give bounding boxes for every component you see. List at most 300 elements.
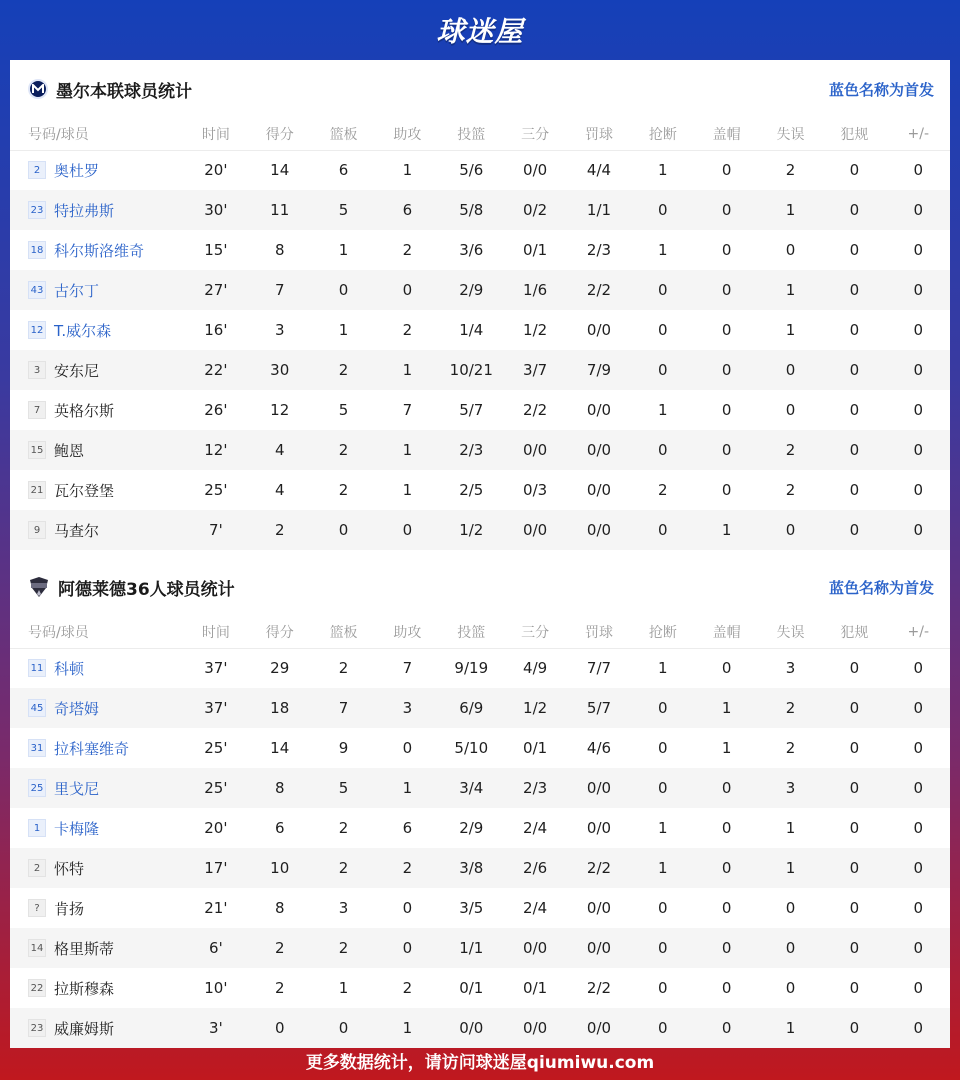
stat-cell: 0: [721, 899, 732, 917]
column-header[interactable]: 篮板: [329, 126, 358, 143]
stat-cell: 22': [204, 361, 228, 379]
stat-cell: 0: [721, 321, 732, 339]
stat-cell: 0: [721, 361, 732, 379]
stat-cell: 4: [274, 481, 285, 499]
stat-cell: 15': [204, 241, 228, 259]
jersey-number: 9: [28, 521, 46, 539]
table-row[interactable]: [10, 350, 950, 390]
stat-cell: 0/0: [523, 521, 548, 539]
table-row[interactable]: [10, 888, 950, 928]
stat-cell: 8: [274, 899, 285, 917]
jersey-number: 45: [28, 699, 46, 717]
table-row[interactable]: [10, 968, 950, 1008]
stat-cell: 1/2: [523, 699, 548, 717]
stat-cell: 8: [274, 241, 285, 259]
stat-cell: 2: [274, 939, 285, 957]
stats-card: [10, 60, 950, 1040]
stat-cell: 0: [658, 441, 668, 459]
stat-cell: 0: [721, 241, 732, 259]
stat-cell: 0: [849, 659, 860, 678]
stat-cell: 0: [913, 779, 924, 797]
stat-cell: 21': [204, 899, 228, 917]
stat-cell: 6': [209, 939, 223, 957]
table-row[interactable]: [10, 390, 950, 430]
stat-cell: 2/2: [586, 859, 612, 877]
column-header[interactable]: 投篮: [457, 624, 486, 641]
stat-cell: 1: [338, 321, 349, 339]
stat-cell: 14: [270, 161, 290, 180]
stat-cell: 2/4: [523, 899, 548, 917]
table-row[interactable]: [10, 848, 950, 888]
stat-cell: 0/0: [586, 939, 612, 957]
player-name[interactable]: 卡梅隆: [54, 819, 100, 838]
player-cell[interactable]: [10, 230, 184, 270]
column-header[interactable]: 投篮: [457, 126, 486, 143]
stat-cell: 1: [338, 979, 349, 997]
table-row[interactable]: [10, 230, 950, 270]
stat-cell: 1/4: [459, 321, 484, 339]
stat-cell: 7: [274, 281, 285, 299]
stat-cell: 1: [658, 659, 668, 678]
table-row[interactable]: [10, 270, 950, 310]
player-name[interactable]: 鲍恩: [54, 441, 85, 460]
stat-cell: 0: [913, 241, 924, 259]
stat-cell: 30': [204, 201, 228, 219]
stat-cell: 29: [270, 659, 290, 678]
stat-cell: 5/7: [459, 401, 484, 419]
stat-cell: 6: [338, 161, 349, 180]
stat-cell: 2/2: [586, 979, 612, 997]
stat-cell: 2: [338, 939, 349, 957]
stat-cell: 2: [402, 241, 413, 259]
stat-cell: 2: [338, 859, 349, 877]
stat-cell: 0: [785, 979, 796, 997]
stat-cell: 25': [204, 481, 228, 499]
stat-cell: 0/0: [523, 1019, 548, 1037]
player-cell[interactable]: [10, 470, 184, 510]
jersey-number: 7: [28, 401, 46, 419]
stat-cell: 0: [338, 281, 349, 299]
stat-cell: 2: [785, 699, 796, 717]
stat-cell: 1/1: [459, 939, 484, 957]
stat-cell: 0: [658, 779, 668, 797]
table-row[interactable]: [10, 430, 950, 470]
jersey-number: ?: [28, 899, 46, 917]
stat-cell: 3: [402, 699, 413, 717]
player-name[interactable]: 瓦尔登堡: [54, 481, 115, 500]
table-row[interactable]: [10, 150, 950, 190]
stat-cell: 1: [785, 321, 796, 339]
stat-cell: 2: [338, 819, 349, 837]
player-name[interactable]: 格里斯蒂: [54, 939, 115, 958]
player-name[interactable]: 里戈尼: [54, 779, 100, 798]
stat-cell: 0: [849, 521, 860, 539]
column-header[interactable]: +/-: [907, 125, 930, 142]
stat-cell: 3/5: [459, 899, 484, 917]
stat-cell: 0: [913, 441, 924, 459]
stat-cell: 1: [402, 361, 413, 379]
column-header[interactable]: +/-: [907, 623, 930, 640]
column-header[interactable]: 失误: [776, 624, 805, 641]
stat-cell: 7: [402, 659, 413, 678]
stat-cell: 0/2: [523, 201, 548, 219]
table-row[interactable]: [10, 648, 950, 688]
stat-cell: 0: [913, 819, 924, 837]
column-header[interactable]: 助攻: [393, 126, 422, 143]
stat-cell: 0: [658, 361, 668, 379]
starter-note: 蓝色名称为首发: [828, 80, 934, 99]
stat-cell: 0/0: [586, 401, 612, 419]
stat-cell: 10/21: [449, 361, 493, 379]
stat-cell: 0: [402, 281, 413, 299]
player-cell[interactable]: [10, 968, 184, 1008]
stat-cell: 2: [338, 361, 349, 379]
column-header[interactable]: 时间: [201, 624, 230, 641]
stat-cell: 2: [274, 521, 285, 539]
stat-cell: 0/0: [586, 779, 612, 797]
stat-cell: 1: [785, 1019, 796, 1037]
column-header[interactable]: 三分: [521, 624, 550, 641]
adelaide-36ers-logo-icon: [28, 577, 50, 597]
stat-cell: 20': [204, 819, 228, 837]
stat-cell: 0: [402, 739, 413, 757]
stat-cell: 0: [721, 819, 732, 837]
stat-cell: 0: [913, 281, 924, 299]
stat-cell: 14: [270, 739, 290, 757]
stat-cell: 0: [721, 281, 732, 299]
player-name[interactable]: 奇塔姆: [54, 699, 100, 718]
stat-cell: 0: [913, 361, 924, 379]
stat-cell: 1/6: [523, 281, 548, 299]
player-name[interactable]: 拉斯穆森: [54, 979, 115, 998]
column-header[interactable]: 助攻: [393, 624, 422, 641]
stat-cell: 2: [274, 979, 285, 997]
stat-cell: 0: [849, 161, 860, 180]
stat-cell: 2/5: [459, 481, 484, 499]
stat-cell: 0: [402, 899, 413, 917]
stat-cell: 2/3: [586, 241, 612, 259]
stat-cell: 2/9: [459, 281, 484, 299]
player-stats-table: [10, 616, 950, 1048]
table-row[interactable]: [10, 470, 950, 510]
player-cell[interactable]: [10, 688, 184, 728]
player-name[interactable]: 古尔丁: [54, 281, 100, 300]
player-name[interactable]: 威廉姆斯: [54, 1019, 115, 1038]
stat-cell: 0/3: [523, 481, 548, 499]
stat-cell: 1: [402, 481, 413, 499]
column-header[interactable]: 号码/球员: [28, 126, 89, 143]
column-header[interactable]: 盖帽: [712, 126, 741, 143]
stat-cell: 0: [338, 1019, 349, 1037]
stat-cell: 0: [721, 161, 732, 180]
stat-cell: 2/3: [459, 441, 484, 459]
column-header[interactable]: 犯规: [840, 126, 869, 143]
stat-cell: 0: [913, 401, 924, 419]
stat-cell: 1: [658, 819, 668, 837]
stat-cell: 1: [402, 1019, 413, 1037]
stat-cell: 12': [204, 441, 228, 459]
player-cell[interactable]: [10, 190, 184, 230]
stat-cell: 11: [270, 201, 290, 219]
table-header-row: [10, 616, 950, 648]
stat-cell: 6: [274, 819, 285, 837]
stat-cell: 5: [338, 779, 349, 797]
stat-cell: 0: [785, 899, 796, 917]
stat-cell: 0: [658, 1019, 668, 1037]
stat-cell: 0: [338, 521, 349, 539]
player-cell[interactable]: [10, 270, 184, 310]
stat-cell: 2/6: [523, 859, 548, 877]
stat-cell: 2/2: [523, 401, 548, 419]
stat-cell: 0: [721, 441, 732, 459]
stat-cell: 0: [785, 241, 796, 259]
player-name[interactable]: 奥杜罗: [54, 161, 100, 180]
stat-cell: 25': [204, 779, 228, 797]
stat-cell: 0: [658, 739, 668, 757]
player-cell[interactable]: [10, 510, 184, 550]
stat-cell: 0: [913, 1019, 924, 1037]
stat-cell: 3/6: [459, 241, 484, 259]
player-name[interactable]: 拉科塞维奇: [54, 739, 130, 758]
stat-cell: 0: [913, 521, 924, 539]
stat-cell: 7/9: [586, 361, 612, 379]
stat-cell: 3': [209, 1019, 223, 1037]
stat-cell: 1: [402, 161, 413, 180]
stat-cell: 12: [270, 401, 290, 419]
stat-cell: 0: [913, 699, 924, 717]
player-cell[interactable]: [10, 848, 184, 888]
stat-cell: 37': [204, 659, 228, 678]
table-row[interactable]: [10, 928, 950, 968]
jersey-number: 11: [28, 659, 46, 677]
stat-cell: 0/1: [523, 739, 548, 757]
stat-cell: 2: [338, 481, 349, 499]
stat-cell: 0: [913, 201, 924, 219]
team-section: [10, 558, 950, 1048]
stat-cell: 2: [658, 481, 668, 499]
stat-cell: 0: [849, 939, 860, 957]
player-cell[interactable]: [10, 808, 184, 848]
stat-cell: 0: [849, 441, 860, 459]
stat-cell: 9: [338, 739, 349, 757]
player-name[interactable]: T.威尔森: [54, 321, 112, 340]
column-header[interactable]: 抢断: [648, 126, 677, 143]
stat-cell: 0: [658, 281, 668, 299]
stat-cell: 0: [721, 1019, 732, 1037]
jersey-number: 31: [28, 739, 46, 757]
stat-cell: 5: [338, 201, 349, 219]
stat-cell: 5/10: [454, 739, 489, 757]
stat-cell: 7: [402, 401, 413, 419]
column-header[interactable]: 得分: [265, 624, 294, 641]
stat-cell: 0: [658, 521, 668, 539]
stat-cell: 2: [785, 161, 796, 180]
stat-cell: 0: [913, 321, 924, 339]
stat-cell: 0: [721, 659, 732, 678]
column-header[interactable]: 失误: [776, 126, 805, 143]
player-stats-table: [10, 118, 950, 550]
stat-cell: 1: [721, 521, 732, 539]
stat-cell: 0/0: [586, 481, 612, 499]
table-header-row: [10, 118, 950, 150]
stat-cell: 0: [913, 939, 924, 957]
stat-cell: 1: [785, 281, 796, 299]
stat-cell: 17': [204, 859, 228, 877]
table-row[interactable]: [10, 808, 950, 848]
player-name[interactable]: 安东尼: [54, 361, 100, 380]
table-row[interactable]: [10, 510, 950, 550]
stat-cell: 0: [913, 161, 924, 180]
stat-cell: 0: [274, 1019, 285, 1037]
stat-cell: 0/0: [586, 521, 612, 539]
stat-cell: 27': [204, 281, 228, 299]
brand-logo[interactable]: 球迷屋: [436, 15, 524, 48]
table-row[interactable]: [10, 768, 950, 808]
stat-cell: 0: [785, 401, 796, 419]
player-name[interactable]: 科顿: [54, 659, 85, 678]
stat-cell: 1/2: [523, 321, 548, 339]
table-row[interactable]: [10, 310, 950, 350]
stat-cell: 0: [402, 939, 413, 957]
jersey-number: 22: [28, 979, 46, 997]
stat-cell: 0: [849, 899, 860, 917]
stat-cell: 0: [849, 401, 860, 419]
player-name[interactable]: 特拉弗斯: [54, 201, 115, 220]
team-title: 墨尔本联球员统计: [56, 81, 192, 102]
stat-cell: 1: [658, 859, 668, 877]
stat-cell: 0: [849, 201, 860, 219]
jersey-number: 23: [28, 1019, 46, 1037]
stat-cell: 2: [785, 481, 796, 499]
stat-cell: 2: [338, 659, 349, 678]
column-header[interactable]: 罚球: [584, 624, 613, 641]
stat-cell: 0: [849, 361, 860, 379]
stat-cell: 0/0: [523, 161, 548, 180]
stat-cell: 1: [338, 241, 349, 259]
stat-cell: 2/4: [523, 819, 548, 837]
header: [0, 0, 960, 60]
stat-cell: 0: [849, 321, 860, 339]
player-cell[interactable]: [10, 430, 184, 470]
player-name[interactable]: 英格尔斯: [54, 401, 115, 420]
stat-cell: 0/0: [586, 1019, 612, 1037]
player-cell[interactable]: [10, 888, 184, 928]
stat-cell: 0: [402, 521, 413, 539]
starter-note: 蓝色名称为首发: [828, 578, 934, 597]
player-cell[interactable]: [10, 928, 184, 968]
stat-cell: 4/4: [586, 161, 612, 180]
stat-cell: 5: [338, 401, 349, 419]
stat-cell: 1: [402, 779, 413, 797]
stat-cell: 0/0: [459, 1019, 484, 1037]
player-cell[interactable]: [10, 390, 184, 430]
stat-cell: 37': [204, 699, 228, 717]
stat-cell: 3: [274, 321, 285, 339]
stat-cell: 0/0: [586, 321, 612, 339]
stat-cell: 6: [402, 201, 413, 219]
stat-cell: 0/0: [586, 899, 612, 917]
player-name[interactable]: 怀特: [54, 859, 85, 878]
stat-cell: 0: [658, 321, 668, 339]
stat-cell: 1: [785, 859, 796, 877]
stat-cell: 0/0: [523, 441, 548, 459]
player-cell[interactable]: [10, 768, 184, 808]
stat-cell: 16': [204, 321, 228, 339]
column-header[interactable]: 犯规: [840, 624, 869, 641]
player-cell[interactable]: [10, 150, 184, 190]
stat-cell: 0: [721, 939, 732, 957]
stat-cell: 3: [338, 899, 349, 917]
player-name[interactable]: 肯扬: [54, 899, 85, 918]
stat-cell: 0: [785, 939, 796, 957]
stat-cell: 0: [849, 241, 860, 259]
stat-cell: 2/2: [586, 281, 612, 299]
column-header[interactable]: 盖帽: [712, 624, 741, 641]
stat-cell: 0: [849, 699, 860, 717]
stat-cell: 2: [402, 979, 413, 997]
team-section: [10, 60, 950, 550]
table-row[interactable]: [10, 688, 950, 728]
stat-cell: 6/9: [459, 699, 484, 717]
stat-cell: 1: [721, 699, 732, 717]
stat-cell: 9/19: [454, 659, 489, 678]
player-cell[interactable]: [10, 648, 184, 688]
column-header[interactable]: 得分: [265, 126, 294, 143]
stat-cell: 3/4: [459, 779, 484, 797]
column-header[interactable]: 罚球: [584, 126, 613, 143]
stat-cell: 0: [658, 939, 668, 957]
player-name[interactable]: 马查尔: [54, 521, 100, 540]
jersey-number: 25: [28, 779, 46, 797]
stat-cell: 20': [204, 161, 228, 180]
stat-cell: 7: [338, 699, 349, 717]
stat-cell: 5/6: [459, 161, 484, 180]
stat-cell: 1: [658, 241, 668, 259]
stat-cell: 0: [721, 401, 732, 419]
column-header[interactable]: 抢断: [648, 624, 677, 641]
stat-cell: 0: [849, 979, 860, 997]
column-header[interactable]: 三分: [521, 126, 550, 143]
stat-cell: 7/7: [586, 659, 612, 678]
stat-cell: 5/8: [459, 201, 484, 219]
stat-cell: 4: [274, 441, 285, 459]
player-name[interactable]: 科尔斯洛维奇: [54, 241, 145, 260]
stat-cell: 1: [402, 441, 413, 459]
stat-cell: 0/1: [523, 979, 548, 997]
stat-cell: 1/1: [586, 201, 612, 219]
player-cell[interactable]: [10, 310, 184, 350]
table-row[interactable]: [10, 728, 950, 768]
jersey-number: 43: [28, 281, 46, 299]
stat-cell: 0: [913, 899, 924, 917]
stat-cell: 10: [270, 859, 290, 877]
column-header[interactable]: 号码/球员: [28, 624, 89, 641]
stat-cell: 0: [658, 699, 668, 717]
table-row[interactable]: [10, 190, 950, 230]
stat-cell: 0: [849, 1019, 860, 1037]
stat-cell: 0: [849, 779, 860, 797]
stat-cell: 1: [658, 401, 668, 419]
jersey-number: 2: [28, 859, 46, 877]
stat-cell: 5/7: [586, 699, 612, 717]
jersey-number: 23: [28, 201, 46, 219]
stat-cell: 0: [658, 201, 668, 219]
column-header[interactable]: 篮板: [329, 624, 358, 641]
player-cell[interactable]: [10, 728, 184, 768]
footer-banner[interactable]: 更多数据统计，请访问球迷屋qiumiwu.com: [305, 1052, 655, 1073]
player-cell[interactable]: [10, 350, 184, 390]
column-header[interactable]: 时间: [201, 126, 230, 143]
